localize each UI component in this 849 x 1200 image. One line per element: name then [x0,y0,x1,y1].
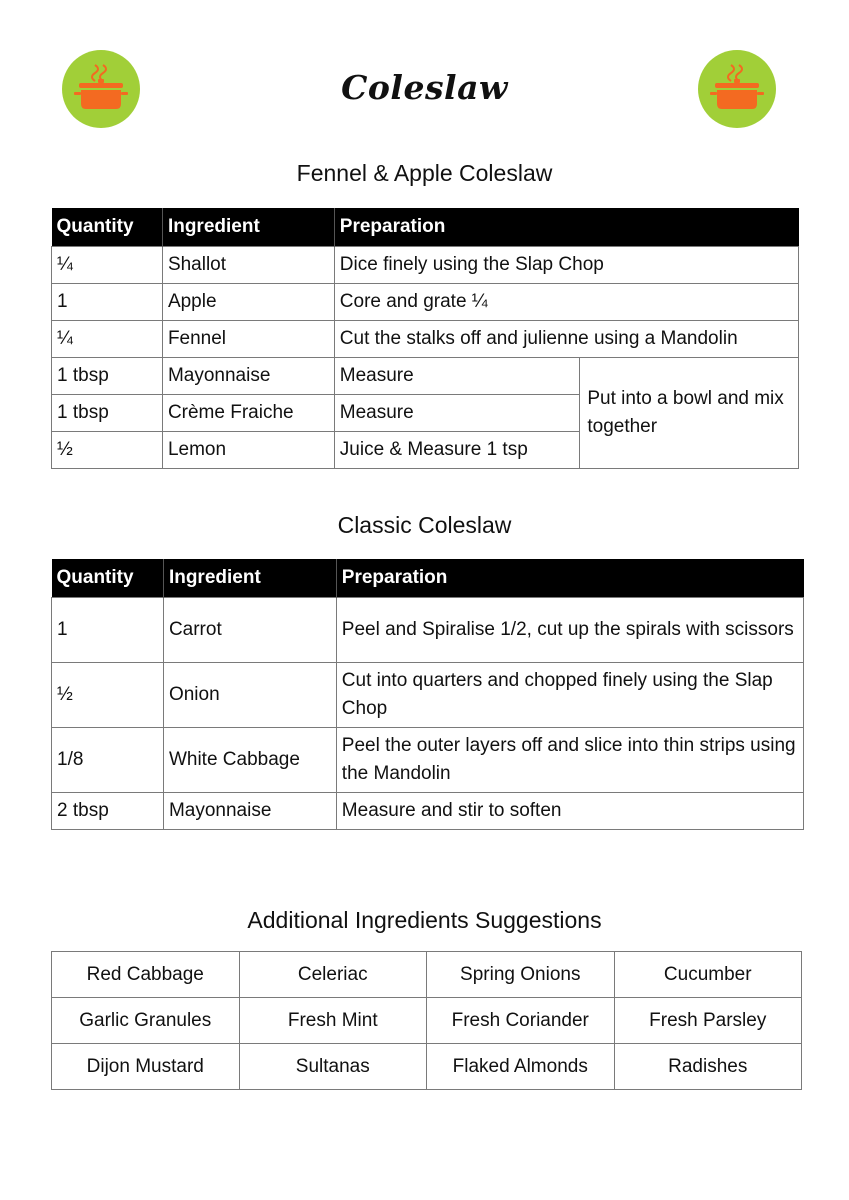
classic-section-title: Classic Coleslaw [337,512,512,538]
suggestion-item: Flaked Almonds [427,1044,615,1090]
fennel-section-title: Fennel & Apple Coleslaw [296,160,553,186]
table-header-row [52,559,804,598]
cell-ingredient: Fennel [162,321,334,358]
suggestion-item: Fresh Parsley [614,998,802,1044]
suggestions-section-title: Additional Ingredients Suggestions [247,907,602,933]
cell-merged-note: Put into a bowl and mix together [580,358,799,469]
cell-preparation: Juice & Measure 1 tsp [334,432,580,469]
cell-ingredient: Crème Fraiche [162,395,334,432]
cell-quantity: 2 tbsp [52,793,164,830]
table-row [52,321,799,358]
suggestions-row [52,998,802,1044]
suggestions-row [52,1044,802,1090]
suggestions-row [52,952,802,998]
cell-ingredient: White Cabbage [163,728,336,793]
cell-ingredient: Carrot [163,598,336,663]
fennel-recipe-table [51,208,799,469]
cell-ingredient: Lemon [162,432,334,469]
cell-ingredient: Mayonnaise [162,358,334,395]
cell-quantity: 1 [52,598,164,663]
suggestion-item: Cucumber [614,952,802,998]
header-ingredient: Ingredient [163,559,336,598]
header-preparation: Preparation [334,208,798,247]
cell-ingredient: Mayonnaise [163,793,336,830]
table-row [52,728,804,793]
suggestion-item: Radishes [614,1044,802,1090]
cell-preparation: Peel and Spiralise 1/2, cut up the spirals with scissors [336,598,803,663]
cell-quantity: ¼ [52,321,163,358]
cell-quantity: ½ [52,663,164,728]
cell-quantity: 1 [52,284,163,321]
classic-recipe-table [51,559,804,830]
suggestion-item: Sultanas [239,1044,427,1090]
cell-quantity: ½ [52,432,163,469]
table-row [52,284,799,321]
suggestion-item: Fresh Mint [239,998,427,1044]
cell-preparation: Peel the outer layers off and slice into thin strips using the Mandolin [336,728,803,793]
suggestion-item: Celeriac [239,952,427,998]
header-quantity: Quantity [52,208,163,247]
suggestion-item: Dijon Mustard [52,1044,240,1090]
cell-preparation: Core and grate ¼ [334,284,798,321]
table-header-row [52,208,799,247]
cell-quantity: ¼ [52,247,163,284]
suggestion-item: Garlic Granules [52,998,240,1044]
cell-ingredient: Shallot [162,247,334,284]
cell-ingredient: Onion [163,663,336,728]
page-title: Coleslaw [341,68,508,107]
cell-preparation: Measure and stir to soften [336,793,803,830]
suggestion-item: Fresh Coriander [427,998,615,1044]
cell-preparation: Measure [334,395,580,432]
table-row [52,663,804,728]
cell-preparation: Cut the stalks off and julienne using a Mandolin [334,321,798,358]
cell-preparation: Measure [334,358,580,395]
cell-ingredient: Apple [162,284,334,321]
table-row [52,793,804,830]
header-ingredient: Ingredient [162,208,334,247]
cell-quantity: 1 tbsp [52,358,163,395]
table-row [52,358,799,395]
suggestion-item: Red Cabbage [52,952,240,998]
suggestion-item: Spring Onions [427,952,615,998]
cell-quantity: 1 tbsp [52,395,163,432]
cell-preparation: Cut into quarters and chopped finely using the Slap Chop [336,663,803,728]
suggestions-table [51,951,802,1090]
table-row [52,247,799,284]
cell-quantity: 1/8 [52,728,164,793]
cell-preparation: Dice finely using the Slap Chop [334,247,798,284]
header-quantity: Quantity [52,559,164,598]
table-row [52,598,804,663]
header-preparation: Preparation [336,559,803,598]
